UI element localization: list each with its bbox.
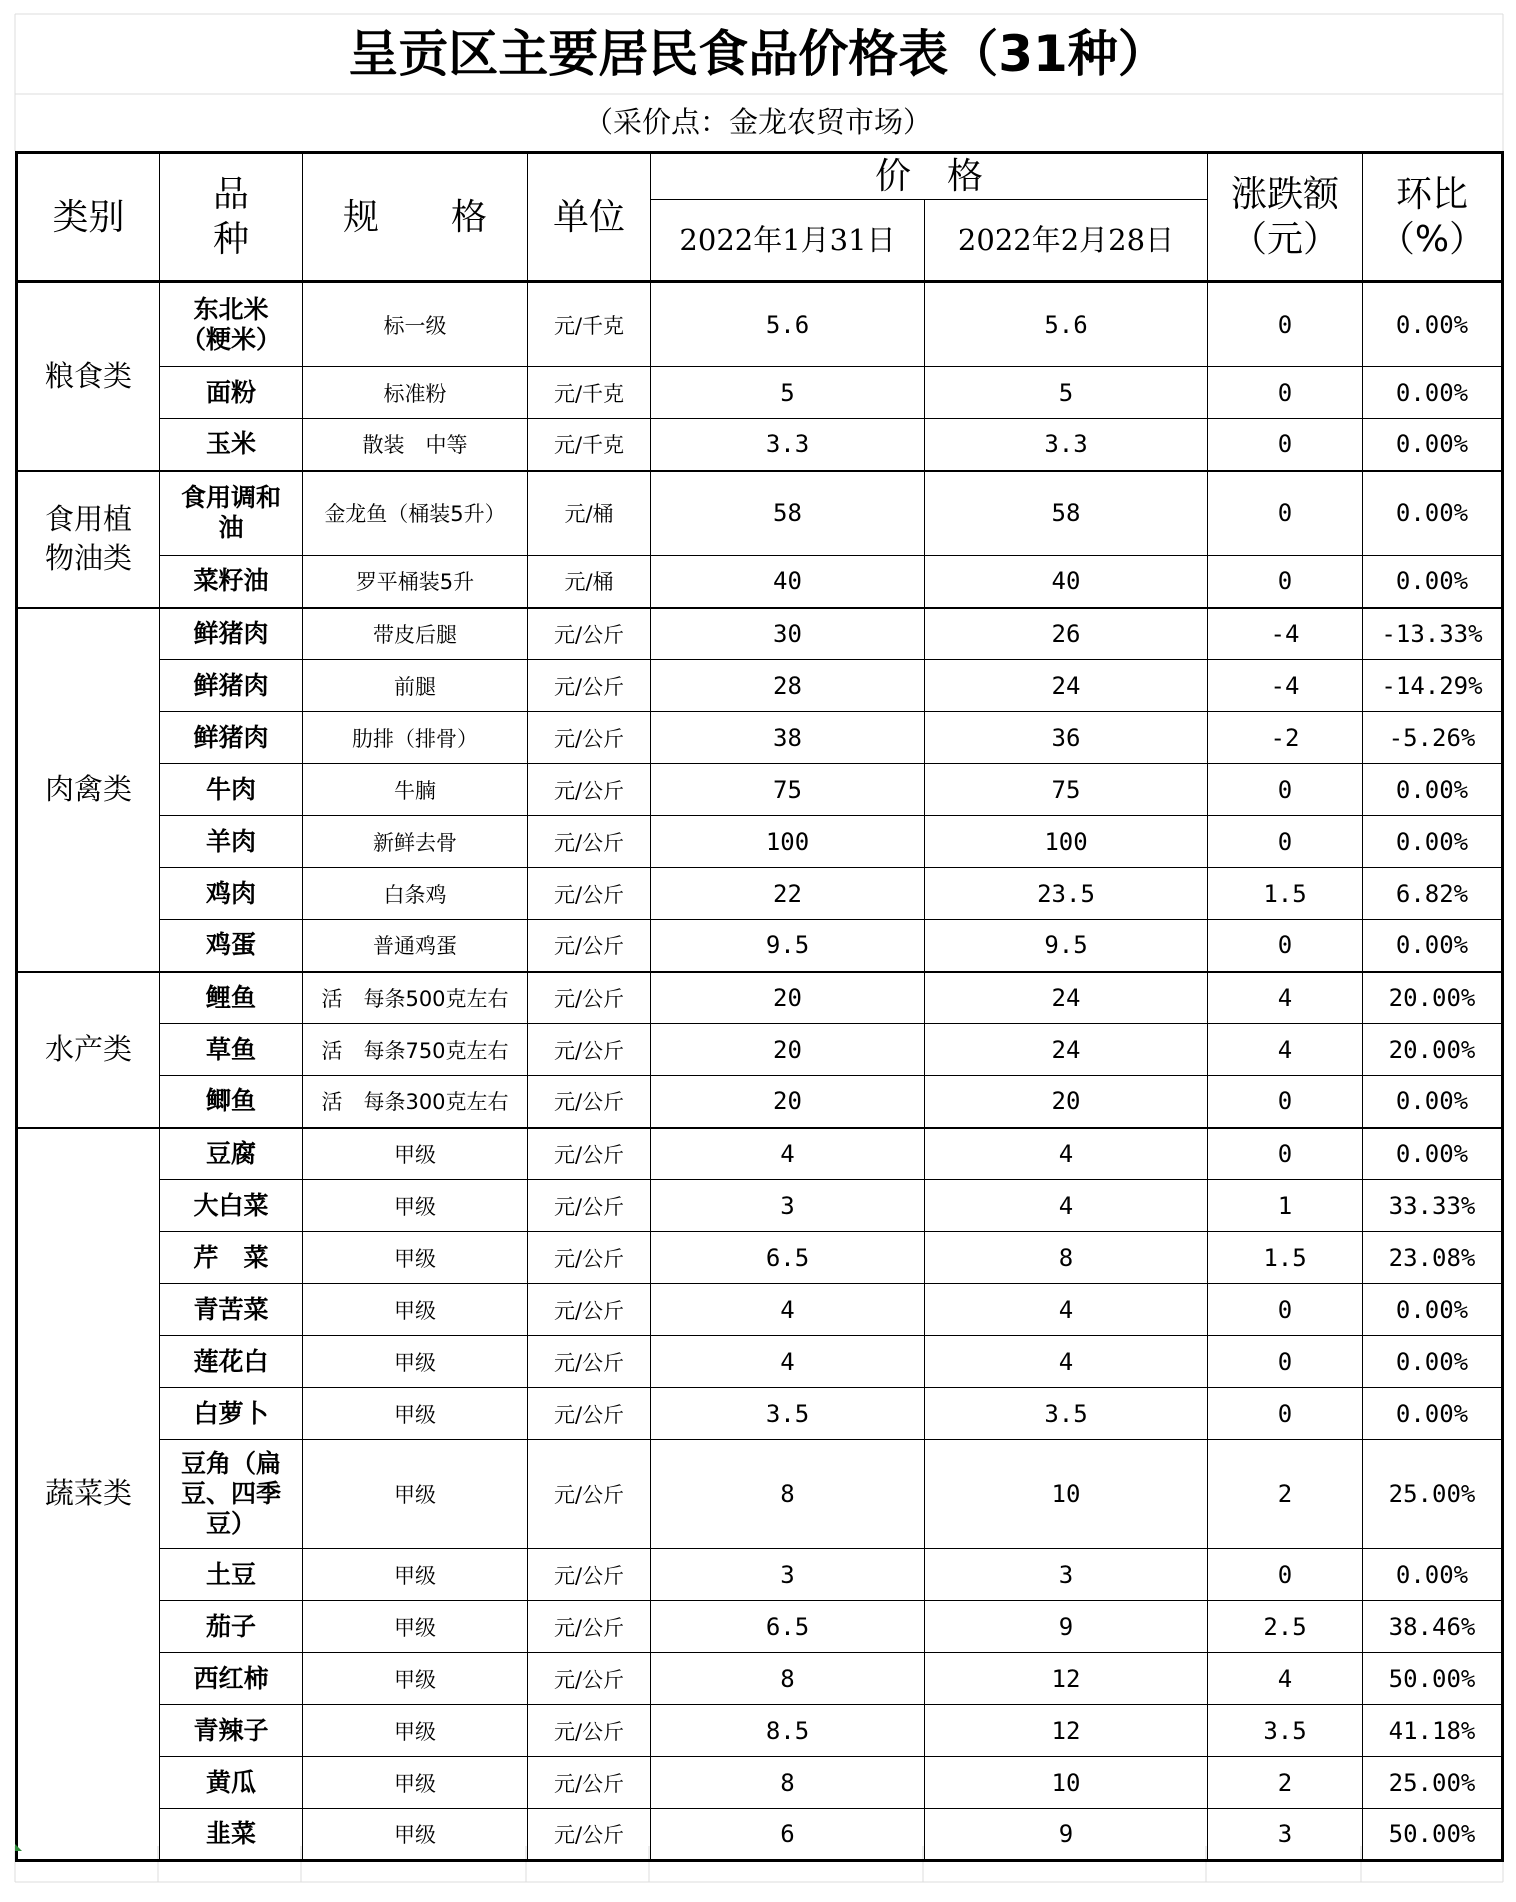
- mom-cell: 50.00%: [1363, 1809, 1503, 1861]
- unit-cell: 元/公斤: [528, 608, 651, 660]
- header-category: 类别: [17, 153, 160, 282]
- price-feb-cell: 9: [925, 1809, 1208, 1861]
- change-cell: 2: [1208, 1757, 1363, 1809]
- change-cell: 3: [1208, 1809, 1363, 1861]
- item-cell: 大白菜: [160, 1180, 303, 1232]
- table-row: [17, 972, 1503, 1024]
- price-feb-cell: 20: [925, 1076, 1208, 1128]
- price-jan-cell: 5: [651, 367, 925, 419]
- table-row: [17, 1128, 1503, 1180]
- change-cell: 2.5: [1208, 1601, 1363, 1653]
- item-cell: 东北米 （粳米）: [160, 282, 303, 367]
- unit-cell: 元/公斤: [528, 816, 651, 868]
- price-feb-cell: 26: [925, 608, 1208, 660]
- change-cell: 0: [1208, 419, 1363, 471]
- item-cell: 鲜猪肉: [160, 608, 303, 660]
- unit-cell: 元/公斤: [528, 1653, 651, 1705]
- mom-cell: -14.29%: [1363, 660, 1503, 712]
- unit-cell: 元/公斤: [528, 1128, 651, 1180]
- item-cell: 豆角（扁 豆、四季 豆）: [160, 1440, 303, 1549]
- mom-cell: -13.33%: [1363, 608, 1503, 660]
- unit-cell: 元/千克: [528, 282, 651, 367]
- mom-cell: 0.00%: [1363, 1284, 1503, 1336]
- table-row: [17, 419, 1503, 471]
- spec-cell: 带皮后腿: [303, 608, 528, 660]
- item-cell: 芹 菜: [160, 1232, 303, 1284]
- price-jan-cell: 40: [651, 556, 925, 608]
- price-jan-cell: 4: [651, 1336, 925, 1388]
- mom-cell: 0.00%: [1363, 816, 1503, 868]
- table-row: [17, 816, 1503, 868]
- unit-cell: 元/公斤: [528, 972, 651, 1024]
- change-cell: 4: [1208, 972, 1363, 1024]
- unit-cell: 元/公斤: [528, 1024, 651, 1076]
- price-feb-cell: 12: [925, 1705, 1208, 1757]
- item-cell: 鲜猪肉: [160, 660, 303, 712]
- item-cell: 西红柿: [160, 1653, 303, 1705]
- mom-cell: 0.00%: [1363, 367, 1503, 419]
- spec-cell: 甲级: [303, 1128, 528, 1180]
- header-price-group: 价 格: [651, 153, 1208, 200]
- table-row: [17, 1809, 1503, 1861]
- table-row: [17, 712, 1503, 764]
- unit-cell: 元/公斤: [528, 1440, 651, 1549]
- change-cell: 1.5: [1208, 1232, 1363, 1284]
- item-cell: 土豆: [160, 1549, 303, 1601]
- unit-cell: 元/公斤: [528, 868, 651, 920]
- header-item: 品 种: [160, 153, 303, 282]
- header-change: 涨跌额 （元）: [1208, 153, 1363, 282]
- table-row: [17, 764, 1503, 816]
- price-feb-cell: 9.5: [925, 920, 1208, 972]
- item-cell: 莲花白: [160, 1336, 303, 1388]
- price-feb-cell: 23.5: [925, 868, 1208, 920]
- table-row: [17, 1549, 1503, 1601]
- table-row: [17, 1388, 1503, 1440]
- price-feb-cell: 58: [925, 471, 1208, 556]
- item-cell: 牛肉: [160, 764, 303, 816]
- category-cell: 蔬菜类: [17, 1128, 160, 1861]
- spec-cell: 甲级: [303, 1232, 528, 1284]
- price-table-body: [17, 282, 1503, 1861]
- spec-cell: 甲级: [303, 1809, 528, 1861]
- price-jan-cell: 8: [651, 1757, 925, 1809]
- price-jan-cell: 9.5: [651, 920, 925, 972]
- mom-cell: 0.00%: [1363, 471, 1503, 556]
- table-row: [17, 868, 1503, 920]
- header-date-2: 2022年2月28日: [925, 200, 1208, 282]
- unit-cell: 元/千克: [528, 419, 651, 471]
- spec-cell: 新鲜去骨: [303, 816, 528, 868]
- price-feb-cell: 5: [925, 367, 1208, 419]
- change-cell: 0: [1208, 1076, 1363, 1128]
- unit-cell: 元/公斤: [528, 1809, 651, 1861]
- change-cell: 4: [1208, 1024, 1363, 1076]
- mom-cell: 20.00%: [1363, 972, 1503, 1024]
- header-date-1: 2022年1月31日: [651, 200, 925, 282]
- table-row: [17, 1601, 1503, 1653]
- spec-cell: 白条鸡: [303, 868, 528, 920]
- price-table: [15, 151, 1504, 1862]
- change-cell: 0: [1208, 1128, 1363, 1180]
- change-cell: 0: [1208, 556, 1363, 608]
- spec-cell: 牛腩: [303, 764, 528, 816]
- table-row: [17, 1024, 1503, 1076]
- table-row: [17, 1180, 1503, 1232]
- price-jan-cell: 58: [651, 471, 925, 556]
- spec-cell: 标准粉: [303, 367, 528, 419]
- mom-cell: 0.00%: [1363, 1128, 1503, 1180]
- unit-cell: 元/公斤: [528, 1232, 651, 1284]
- item-cell: 鲤鱼: [160, 972, 303, 1024]
- change-cell: -4: [1208, 660, 1363, 712]
- header-spec: 规 格: [303, 153, 528, 282]
- price-feb-cell: 36: [925, 712, 1208, 764]
- spec-cell: 标一级: [303, 282, 528, 367]
- item-cell: 鸡肉: [160, 868, 303, 920]
- spec-cell: 甲级: [303, 1549, 528, 1601]
- table-row: [17, 367, 1503, 419]
- item-cell: 玉米: [160, 419, 303, 471]
- change-cell: -4: [1208, 608, 1363, 660]
- page-subtitle: （采价点：金龙农贸市场）: [583, 105, 932, 139]
- price-feb-cell: 3.5: [925, 1388, 1208, 1440]
- item-cell: 韭菜: [160, 1809, 303, 1861]
- price-feb-cell: 8: [925, 1232, 1208, 1284]
- price-feb-cell: 100: [925, 816, 1208, 868]
- price-jan-cell: 38: [651, 712, 925, 764]
- item-cell: 青辣子: [160, 1705, 303, 1757]
- spec-cell: 活 每条300克左右: [303, 1076, 528, 1128]
- mom-cell: 20.00%: [1363, 1024, 1503, 1076]
- unit-cell: 元/公斤: [528, 1284, 651, 1336]
- change-cell: 4: [1208, 1653, 1363, 1705]
- table-row: [17, 1653, 1503, 1705]
- spec-cell: 甲级: [303, 1284, 528, 1336]
- change-cell: 0: [1208, 764, 1363, 816]
- unit-cell: 元/桶: [528, 556, 651, 608]
- unit-cell: 元/公斤: [528, 1601, 651, 1653]
- price-feb-cell: 4: [925, 1128, 1208, 1180]
- change-cell: 0: [1208, 367, 1363, 419]
- item-cell: 青苦菜: [160, 1284, 303, 1336]
- price-jan-cell: 8: [651, 1653, 925, 1705]
- spec-cell: 罗平桶装5升: [303, 556, 528, 608]
- category-cell: 食用植 物油类: [17, 471, 160, 608]
- spec-cell: 甲级: [303, 1440, 528, 1549]
- price-jan-cell: 3.3: [651, 419, 925, 471]
- table-row: [17, 1757, 1503, 1809]
- unit-cell: 元/公斤: [528, 1388, 651, 1440]
- header-unit: 单位: [528, 153, 651, 282]
- price-feb-cell: 24: [925, 1024, 1208, 1076]
- price-jan-cell: 3: [651, 1549, 925, 1601]
- unit-cell: 元/公斤: [528, 764, 651, 816]
- item-cell: 面粉: [160, 367, 303, 419]
- table-row: [17, 556, 1503, 608]
- change-cell: 0: [1208, 920, 1363, 972]
- mom-cell: 25.00%: [1363, 1757, 1503, 1809]
- mom-cell: 0.00%: [1363, 1388, 1503, 1440]
- mom-cell: 0.00%: [1363, 1336, 1503, 1388]
- mom-cell: 0.00%: [1363, 556, 1503, 608]
- header-mom: 环比 （%）: [1363, 153, 1503, 282]
- change-cell: 1: [1208, 1180, 1363, 1232]
- price-jan-cell: 20: [651, 1024, 925, 1076]
- table-row: [17, 920, 1503, 972]
- mom-cell: 0.00%: [1363, 419, 1503, 471]
- unit-cell: 元/公斤: [528, 1549, 651, 1601]
- price-jan-cell: 6: [651, 1809, 925, 1861]
- price-feb-cell: 75: [925, 764, 1208, 816]
- mom-cell: 25.00%: [1363, 1440, 1503, 1549]
- unit-cell: 元/公斤: [528, 920, 651, 972]
- spec-cell: 肋排（排骨）: [303, 712, 528, 764]
- item-cell: 食用调和 油: [160, 471, 303, 556]
- change-cell: 0: [1208, 816, 1363, 868]
- price-jan-cell: 6.5: [651, 1601, 925, 1653]
- item-cell: 豆腐: [160, 1128, 303, 1180]
- mom-cell: 0.00%: [1363, 1549, 1503, 1601]
- mom-cell: -5.26%: [1363, 712, 1503, 764]
- table-row: [17, 608, 1503, 660]
- price-jan-cell: 3.5: [651, 1388, 925, 1440]
- price-feb-cell: 4: [925, 1180, 1208, 1232]
- table-row: [17, 1440, 1503, 1549]
- price-feb-cell: 4: [925, 1284, 1208, 1336]
- price-feb-cell: 40: [925, 556, 1208, 608]
- mom-cell: 0.00%: [1363, 764, 1503, 816]
- change-cell: 0: [1208, 1336, 1363, 1388]
- change-cell: 0: [1208, 471, 1363, 556]
- item-cell: 鲫鱼: [160, 1076, 303, 1128]
- price-feb-cell: 9: [925, 1601, 1208, 1653]
- price-feb-cell: 3.3: [925, 419, 1208, 471]
- spec-cell: 甲级: [303, 1336, 528, 1388]
- unit-cell: 元/公斤: [528, 712, 651, 764]
- change-cell: 0: [1208, 1549, 1363, 1601]
- price-jan-cell: 8: [651, 1440, 925, 1549]
- table-row: [17, 282, 1503, 367]
- item-cell: 茄子: [160, 1601, 303, 1653]
- price-jan-cell: 5.6: [651, 282, 925, 367]
- spec-cell: 甲级: [303, 1180, 528, 1232]
- spec-cell: 前腿: [303, 660, 528, 712]
- unit-cell: 元/公斤: [528, 1757, 651, 1809]
- category-cell: 水产类: [17, 972, 160, 1128]
- mom-cell: 0.00%: [1363, 1076, 1503, 1128]
- spec-cell: 甲级: [303, 1705, 528, 1757]
- change-cell: 2: [1208, 1440, 1363, 1549]
- spec-cell: 活 每条750克左右: [303, 1024, 528, 1076]
- item-cell: 黄瓜: [160, 1757, 303, 1809]
- price-jan-cell: 6.5: [651, 1232, 925, 1284]
- price-feb-cell: 4: [925, 1336, 1208, 1388]
- unit-cell: 元/公斤: [528, 1336, 651, 1388]
- price-jan-cell: 75: [651, 764, 925, 816]
- spec-cell: 普通鸡蛋: [303, 920, 528, 972]
- unit-cell: 元/桶: [528, 471, 651, 556]
- item-cell: 菜籽油: [160, 556, 303, 608]
- mom-cell: 38.46%: [1363, 1601, 1503, 1653]
- table-row: [17, 1336, 1503, 1388]
- table-row: [17, 660, 1503, 712]
- table-row: [17, 1705, 1503, 1757]
- spec-cell: 甲级: [303, 1601, 528, 1653]
- page-title: 呈贡区主要居民食品价格表（31种）: [348, 25, 1168, 83]
- table-row: [17, 1232, 1503, 1284]
- spec-cell: 甲级: [303, 1653, 528, 1705]
- price-jan-cell: 100: [651, 816, 925, 868]
- unit-cell: 元/千克: [528, 367, 651, 419]
- mom-cell: 33.33%: [1363, 1180, 1503, 1232]
- change-cell: 3.5: [1208, 1705, 1363, 1757]
- price-jan-cell: 3: [651, 1180, 925, 1232]
- unit-cell: 元/公斤: [528, 1705, 651, 1757]
- change-cell: 0: [1208, 282, 1363, 367]
- item-cell: 鸡蛋: [160, 920, 303, 972]
- table-row: [17, 471, 1503, 556]
- change-cell: 0: [1208, 1388, 1363, 1440]
- unit-cell: 元/公斤: [528, 660, 651, 712]
- change-cell: -2: [1208, 712, 1363, 764]
- mom-cell: 6.82%: [1363, 868, 1503, 920]
- spec-cell: 甲级: [303, 1757, 528, 1809]
- price-jan-cell: 28: [651, 660, 925, 712]
- change-cell: 0: [1208, 1284, 1363, 1336]
- mom-cell: 23.08%: [1363, 1232, 1503, 1284]
- change-cell: 1.5: [1208, 868, 1363, 920]
- price-feb-cell: 24: [925, 972, 1208, 1024]
- price-feb-cell: 10: [925, 1757, 1208, 1809]
- category-cell: 肉禽类: [17, 608, 160, 972]
- cell-corner-indicator: [15, 1844, 22, 1851]
- price-jan-cell: 30: [651, 608, 925, 660]
- price-jan-cell: 4: [651, 1284, 925, 1336]
- item-cell: 草鱼: [160, 1024, 303, 1076]
- spec-cell: 活 每条500克左右: [303, 972, 528, 1024]
- price-feb-cell: 12: [925, 1653, 1208, 1705]
- spec-cell: 散装 中等: [303, 419, 528, 471]
- item-cell: 白萝卜: [160, 1388, 303, 1440]
- mom-cell: 0.00%: [1363, 282, 1503, 367]
- price-feb-cell: 5.6: [925, 282, 1208, 367]
- price-feb-cell: 10: [925, 1440, 1208, 1549]
- item-cell: 鲜猪肉: [160, 712, 303, 764]
- spec-cell: 金龙鱼（桶装5升）: [303, 471, 528, 556]
- price-jan-cell: 20: [651, 1076, 925, 1128]
- mom-cell: 41.18%: [1363, 1705, 1503, 1757]
- price-jan-cell: 8.5: [651, 1705, 925, 1757]
- price-jan-cell: 20: [651, 972, 925, 1024]
- unit-cell: 元/公斤: [528, 1076, 651, 1128]
- price-jan-cell: 4: [651, 1128, 925, 1180]
- table-row: [17, 1076, 1503, 1128]
- unit-cell: 元/公斤: [528, 1180, 651, 1232]
- price-feb-cell: 3: [925, 1549, 1208, 1601]
- table-row: [17, 1284, 1503, 1336]
- spec-cell: 甲级: [303, 1388, 528, 1440]
- price-feb-cell: 24: [925, 660, 1208, 712]
- mom-cell: 0.00%: [1363, 920, 1503, 972]
- mom-cell: 50.00%: [1363, 1653, 1503, 1705]
- category-cell: 粮食类: [17, 282, 160, 471]
- item-cell: 羊肉: [160, 816, 303, 868]
- price-jan-cell: 22: [651, 868, 925, 920]
